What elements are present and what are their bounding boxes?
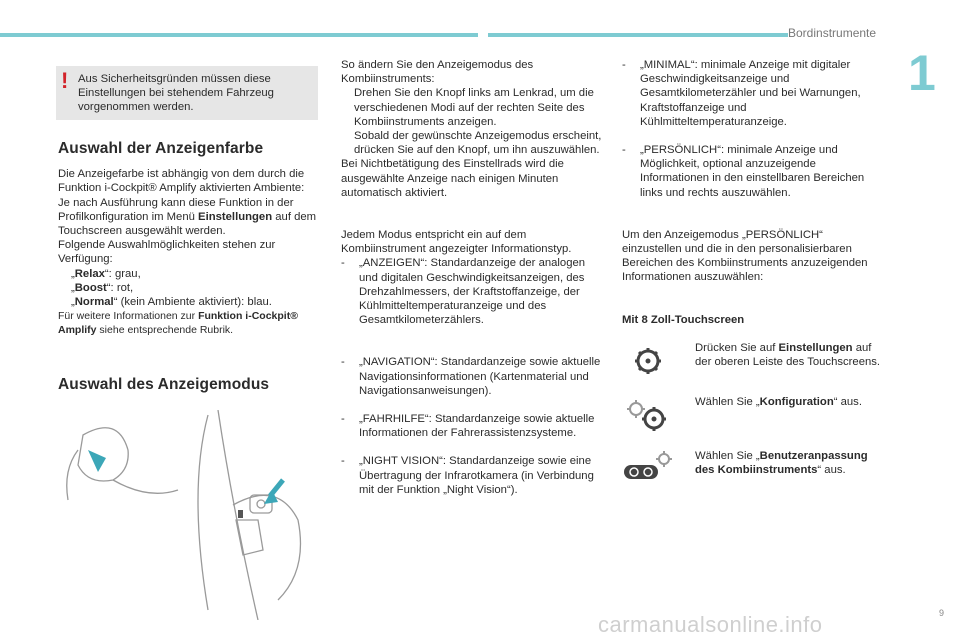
- watermark: carmanualsonline.info: [598, 612, 823, 637]
- option-normal: „Normal“ (kein Ambiente aktiviert): blau.: [71, 296, 272, 309]
- step-einstellungen: Drücken Sie auf Einstellungen auf der oberen Leiste des Touchscreens.: [622, 341, 882, 381]
- step-drehen: Drehen Sie den Knopf links am Lenkrad, um die verschiedenen Modi auf der rechten Seite des Kombiinstruments anzeigen.: [354, 87, 594, 128]
- steering-wheel-illustration: [58, 410, 318, 620]
- option-relax: „Relax“: grau,: [71, 267, 141, 280]
- step-benutzeranpassung: Wählen Sie „Benutzeranpassung des Kombiinstruments“ aus.: [622, 449, 882, 489]
- heading-anzeigemodus: Auswahl des Anzeigemodus: [58, 375, 270, 393]
- farbe-intro: Die Anzeigefarbe ist abhängig von dem durch die Funktion i-Cockpit® Amplify aktivierten Ambiente:: [58, 168, 305, 195]
- chapter-number: 1: [908, 45, 936, 101]
- step-konfiguration: Wählen Sie „Konfiguration“ aus.: [622, 395, 882, 435]
- modus-info-intro: Jedem Modus entspricht ein auf dem Kombiinstrument angezeigter Informationstyp.: [341, 229, 572, 256]
- heading-anzeigenfarbe: Auswahl der Anzeigenfarbe: [58, 140, 264, 157]
- warning-text: Aus Sicherheitsgründen müssen diese Einstellungen bei stehendem Fahrzeug vorgenommen werden.: [78, 73, 274, 114]
- mode-minimal: - „MINIMAL“: minimale Anzeige mit digitaler Geschwindigkeitsanzeige und Gesamtkilometerzähler und bei Warnungen, Kraftstoffanzeige und Kühlmitteltemperaturanzeige.: [622, 59, 861, 128]
- modus-intro: So ändern Sie den Anzeigemodus des Kombiinstruments:: [341, 59, 534, 86]
- mode-anzeigen: - „ANZEIGEN“: Standardanzeige der analogen und digitalen Geschwindigkeitsanzeigen, des Drehzahlmessers, der Kraftstoffanzeige, der Kühlmitteltemperaturanzeige und des Gesamtkilometerzählers.: [341, 257, 586, 327]
- mode-night-vision: - „NIGHT VISION“: Standardanzeige sowie eine Übertragung der Infrarotkamera (in Verbindung mit der Funktion „Night Vision“).: [341, 455, 594, 496]
- auto-activation-text: Bei Nichtbetätigung des Einstellrads wird die ausgewählte Anzeige nach einigen Minuten automatisch aktiviert.: [341, 158, 564, 199]
- mode-persoenlich: - „PERSÖNLICH“: minimale Anzeige und Möglichkeit, optional anzuzeigende Informationen in den einstellbaren Bereichen links und rechts auszuwählen.: [622, 144, 865, 199]
- farbe-options-intro: Folgende Auswahlmöglichkeiten stehen zur Verfügung:: [58, 239, 276, 266]
- section-title: Bordinstrumente: [788, 26, 877, 40]
- warning-icon: !: [61, 68, 69, 93]
- column-2: [341, 58, 603, 497]
- mode-fahrhilfe: - „FAHRHILFE“: Standardanzeige sowie aktuelle Informationen der Fahrerassistenzsysteme.: [341, 413, 595, 440]
- warning-box: [56, 66, 318, 120]
- touchscreen-heading: Mit 8 Zoll-Touchscreen: [622, 313, 745, 326]
- header-rule-right: [488, 33, 788, 37]
- header-rule-left: [0, 33, 478, 37]
- persoenlich-intro: Um den Anzeigemodus „PERSÖNLICH“ einzustellen und die in den personalisierbaren Bereichen des Kombiinstruments anzuzeigenden Informationen auszuwählen:: [622, 228, 868, 284]
- page-number: 9: [938, 608, 944, 618]
- column-3: [622, 58, 882, 489]
- mode-navigation: - „NAVIGATION“: Standardanzeige sowie aktuelle Navigationsinformationen (Kartenmaterial und Navigationsanweisungen).: [341, 356, 601, 397]
- step-druecken: Sobald der gewünschte Anzeigemodus erscheint, drücken Sie auf den Knopf, um ihn auszuwählen.: [354, 130, 602, 157]
- display-settings-icon: [622, 449, 682, 489]
- gears-icon: [622, 395, 682, 435]
- column-1: [58, 66, 323, 392]
- farbe-menu-text: Je nach Ausführung kann diese Funktion in der Profilkonfiguration im Menü Einstellungen auf dem Touchscreen ausgewählt werden.: [58, 196, 317, 238]
- option-boost: „Boost“: rot,: [71, 281, 134, 294]
- gear-icon: [622, 341, 682, 381]
- more-info-text: Für weitere Informationen zur Funktion i-Cockpit® Amplify siehe entsprechende Rubrik.: [58, 310, 298, 337]
